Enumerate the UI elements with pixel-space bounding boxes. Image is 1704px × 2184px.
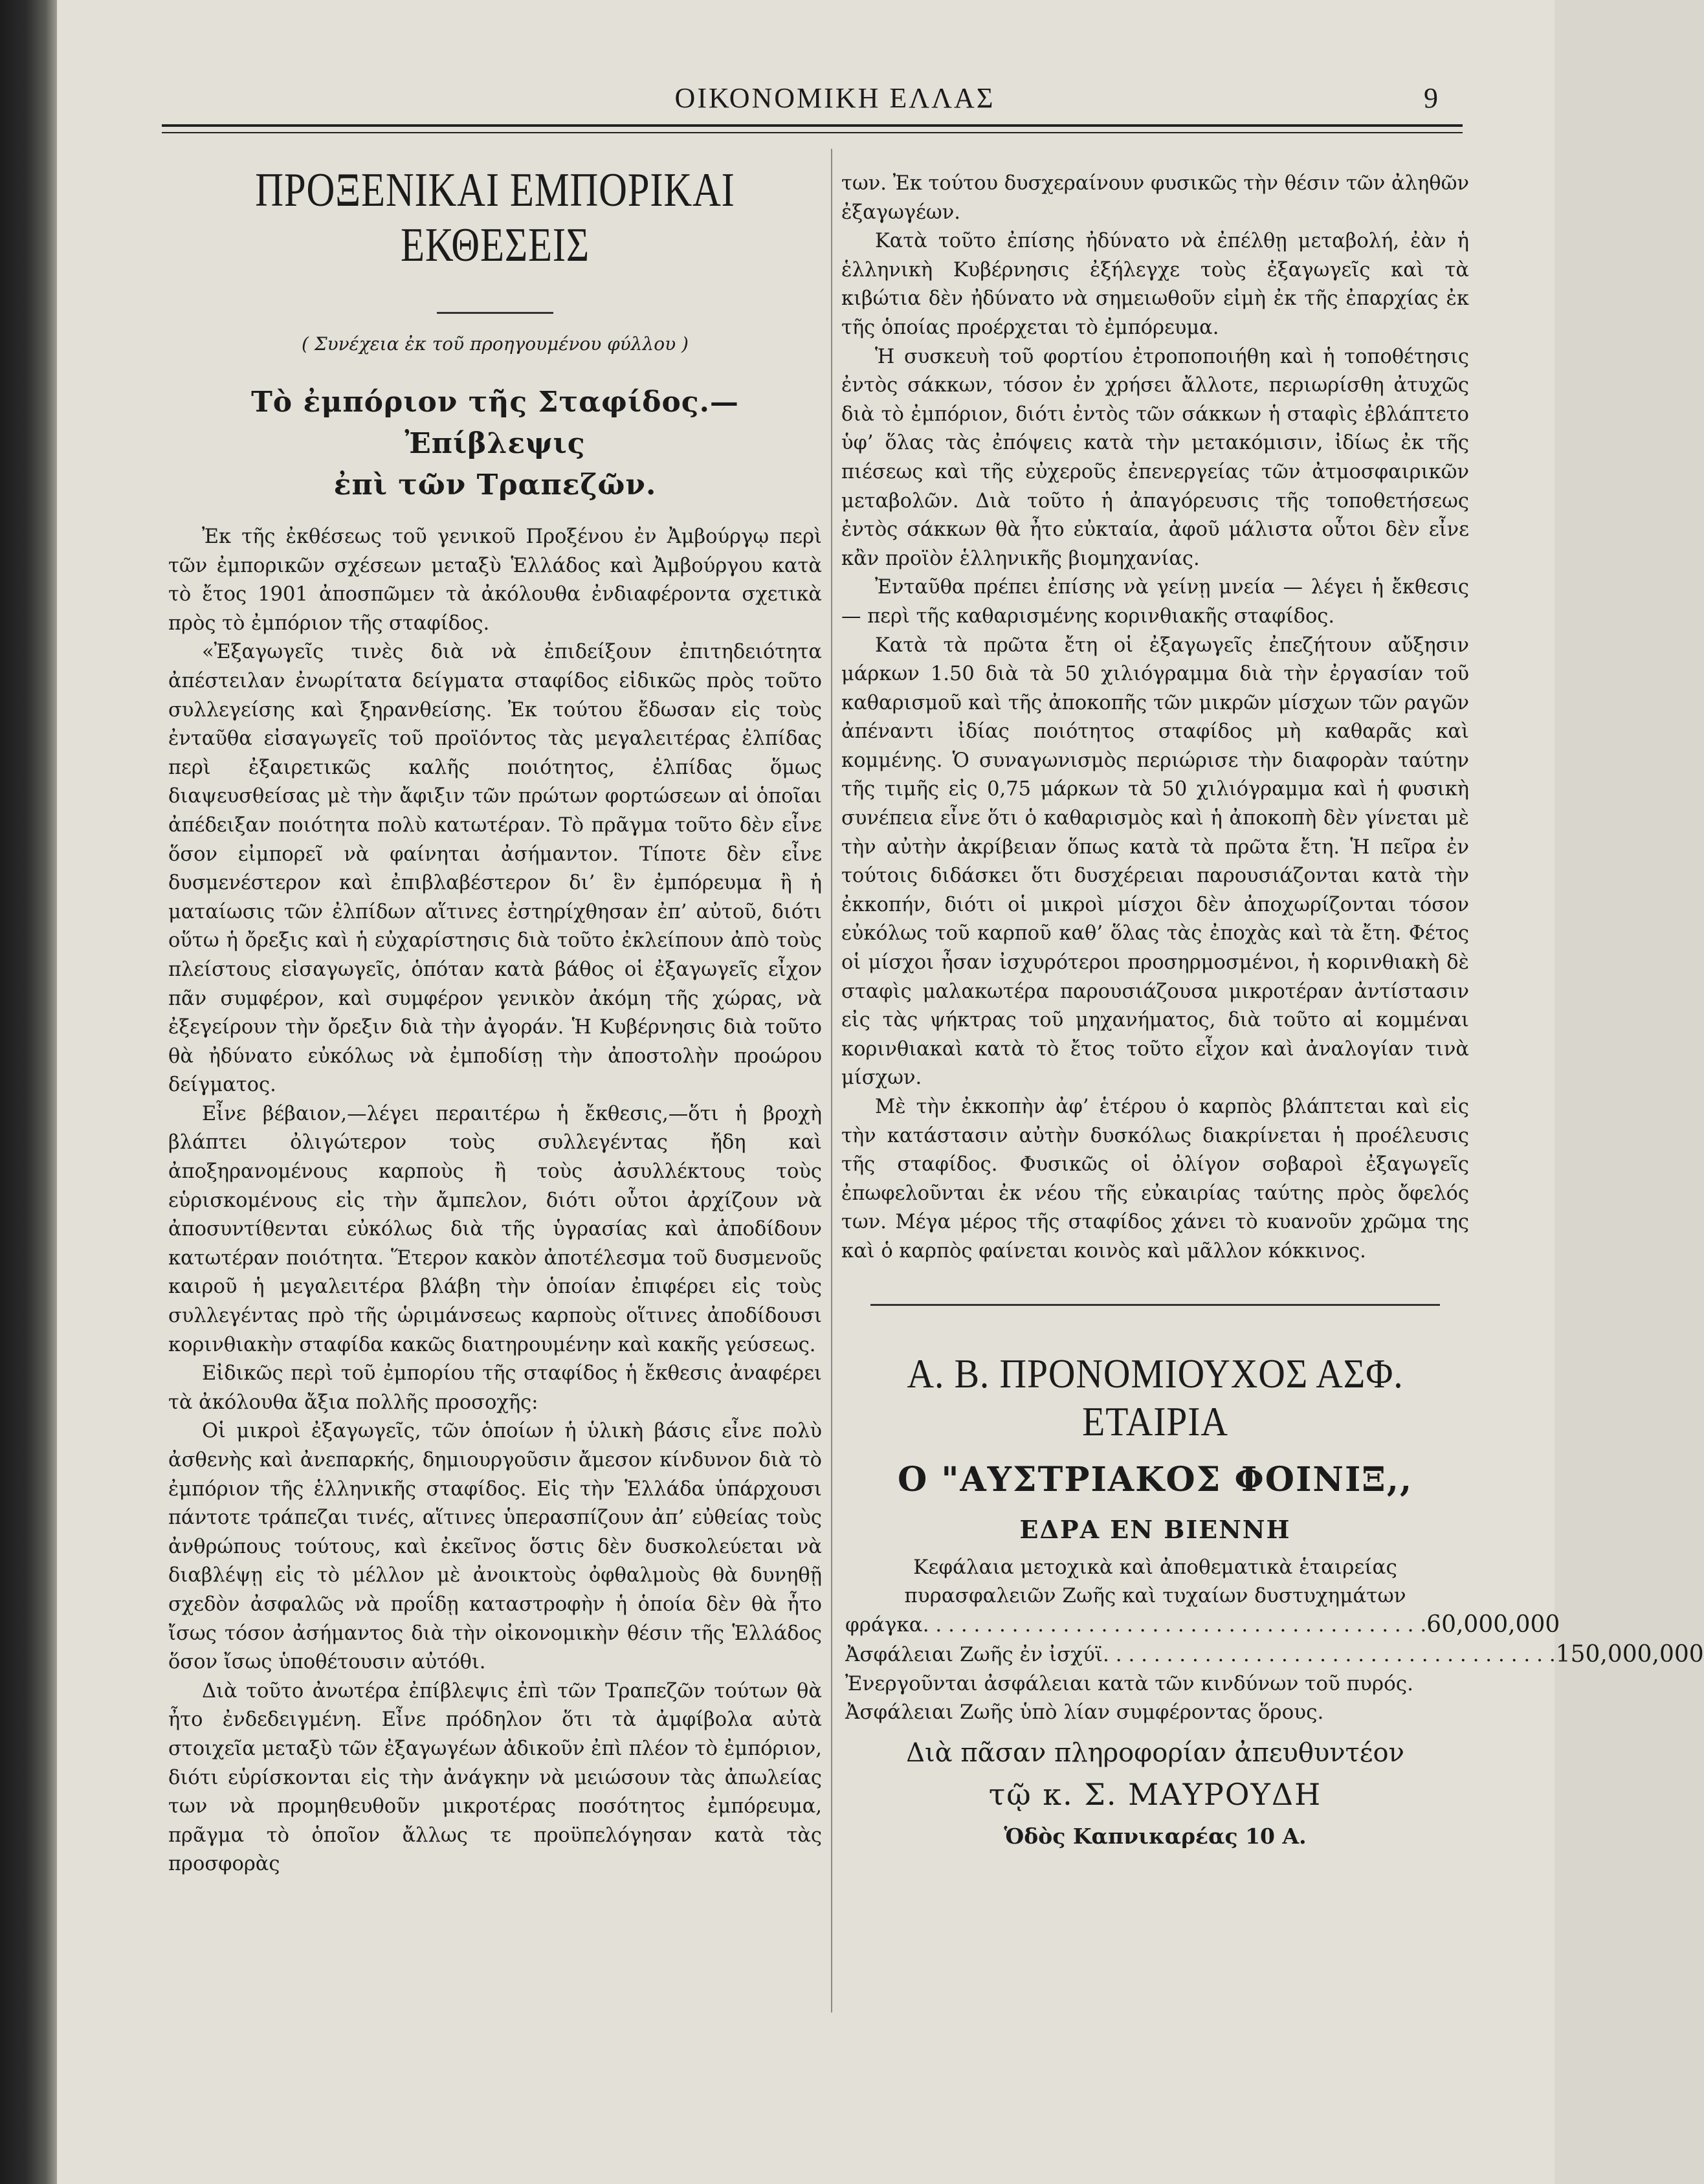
paragraph: Κατὰ τοῦτο ἐπίσης ἠδύνατο νὰ ἐπέλθῃ μεταβολή, ἐὰν ἡ ἑλληνικὴ Κυβέρνησις ἐξήλεγχε τοὺς ἐξαγωγεῖς καὶ τὰ κιβώτια δὲν ἠδύνατο νὰ σημειωθοῦν εἰμὴ ἐκ τῆς ἐπαρχίας ἐκ τῆς ὁποίας προέρχεται τὸ ἐμπόρευμα. <box>841 230 1469 339</box>
continued-note: ( Συνέχεια ἐκ τοῦ προηγουμένου φύλλου ) <box>302 333 689 355</box>
paragraph: Εἰδικῶς περὶ τοῦ ἐμπορίου τῆς σταφίδος ἡ ἔκθεσις ἀναφέρει τὰ ἀκόλουθα ἄξια πολλῆς προσοχῆς: <box>168 1362 822 1414</box>
paragraph: Ἐκ τῆς ἐκθέσεως τοῦ γενικοῦ Προξένου ἐν Ἀμβούργῳ περὶ τῶν ἐμπορικῶν σχέσεων μεταξὺ Ἑλλάδος καὶ Ἀμβούργου κατὰ τὸ ἔτος 1901 ἀποσπῶμεν τὰ ἀκόλουθα ἐνδιαφέροντα σχετικὰ πρὸς τὸ ἐμπόριον τῆς σταφίδος. <box>168 525 822 635</box>
title-rule <box>437 312 553 314</box>
left-body <box>168 523 822 1879</box>
ad-capital-row <box>841 1610 1560 1640</box>
advertisement-rule <box>870 1304 1440 1306</box>
ad-capital-value: 60,000,000 <box>1426 1611 1560 1638</box>
ad-life-row <box>841 1640 1704 1670</box>
book-binding <box>0 0 57 2184</box>
paragraph: Διὰ τοῦτο ἀνωτέρα ἐπίβλεψις ἐπὶ τῶν Τραπεζῶν τούτων θὰ ἦτο ἐνδεδειγμένη. Εἶνε πρόδηλον ὅτι τὰ ἀμφίβολα αὐτὰ στοιχεῖα μεταξὺ τῶν ἐξαγωγέων ἀδικοῦν ἐπὶ πλέον τὸ ἐμπόριον, διότι εὑρίσκονται εἰς τὴν ἀνάγκην νὰ μειώσουν τὰς ἀπωλείας των νὰ προμηθευθοῦν μικροτέρας ποσότητος ἐμπόρευμα, πρᾶγμα τὸ ὁποῖον ἄλλως τε προϋπελόγησαν κατὰ τὰς προσφορὰς <box>168 1679 822 1876</box>
article-title: ΠΡΟΞΕΝΙΚΑΙ ΕΜΠΟΡΙΚΑΙ ΕΚΘΕΣΕΙΣ <box>255 164 735 272</box>
header-rule-thin <box>162 132 1463 133</box>
paragraph: Εἶνε βέβαιον,—λέγει περαιτέρω ἡ ἔκθεσις,—ὅτι ἡ βροχὴ βλάπτει ὀλιγώτερον τοὺς συλλεγέντας ἤδη καὶ ἀποξηρανομένους καρποὺς ἢ τοὺς ἀσυλλέκτους τοὺς εὑρισκομένους εἰς τὴν ἄμπελον, διότι οὗτοι ἀρχίζουν νὰ ἀποσυντίθενται εὐκόλως διὰ τῆς ὑγρασίας καὶ ἀποδίδουν κατωτέραν ποιότητα. Ἕτερον κακὸν ἀποτέλεσμα τοῦ δυσμενοῦς καιροῦ ἡ μεγαλειτέρα βλάβη τὴν ὁποίαν ἐπιφέρει εἰς τοὺς συλλεγέντας πρὸ τῆς ὡριμάνσεως καρποὺς οἵτινες ἀποδίδουσι κορινθιακὴν σταφίδα κακῶς διατηρουμένην καὶ κακῆς γεύσεως. <box>168 1102 822 1356</box>
right-column <box>841 150 1704 2163</box>
ad-life-label: Ἀσφάλειαι Ζωῆς ἐν ἰσχύϊ <box>845 1642 1103 1666</box>
ad-capital-description: Κεφάλαια μετοχικὰ καὶ ἀποθεματικὰ ἑταιρείας πυρασφαλειῶν Ζωῆς καὶ τυχαίων δυστυχημάτων <box>904 1555 1406 1607</box>
ad-life-line: Ἀσφάλειαι Ζωῆς ὑπὸ λίαν συμφέροντας ὅρους. <box>845 1700 1324 1724</box>
left-column <box>168 150 822 2163</box>
running-header-title: ΟΙΚΟΝΟΜΙΚΗ ΕΛΛΑΣ <box>674 82 995 114</box>
paragraph: Μὲ τὴν ἐκκοπὴν ἀφ’ ἑτέρου ὁ καρπὸς βλάπτεται καὶ εἰς τὴν κατάστασιν αὐτὴν δυσκόλως διακρίνεται ἡ προέλευσις τῆς σταφίδος. Φυσικῶς οἱ ὀλίγον σοβαροὶ ἐξαγωγεῖς ἐπωφελοῦνται ἐκ νέου τῆς εὐκαιρίας ταύτης πρὸς ὄφελός των. Μέγα μέρος τῆς σταφίδος χάνει τὸ κυανοῦν χρῶμα της καὶ ὁ καρπὸς φαίνεται κοινὸς καὶ μᾶλλον κόκκινος. <box>841 1096 1469 1263</box>
ad-fire-line: Ἐνεργοῦνται ἀσφάλειαι κατὰ τῶν κινδύνων τοῦ πυρός. <box>845 1671 1414 1695</box>
paragraph: «Ἐξαγωγεῖς τινὲς διὰ νὰ ἐπιδείξουν ἐπιτηδειότητα ἀπέστειλαν ἐνωρίτατα δείγματα σταφίδος εἰδικῶς πρὸς τοῦτο συλλεγείσης καὶ ξηρανθείσης. Ἐκ τούτου ἔδωσαν εἰς τοὺς ἐνταῦθα εἰσαγωγεῖς τοῦ προϊόντος τὰς μεγαλειτέρας ἐλπίδας περὶ ἐξαιρετικῶς καλῆς ποιότητος, ἐλπίδας ὅμως διαψευσθείσας μὲ τὴν ἄφιξιν τῶν πρώτων φορτώσεων αἱ ὁποῖαι ἀπέδειξαν ποιότητα πολὺ κατωτέραν. Τὸ πρᾶγμα τοῦτο δὲν εἶνε ὅσον εἰμπορεῖ νὰ φαίνηται ἀσήμαντον. Τίποτε δὲν εἶνε δυσμενέστερον καὶ ἐπιβλαβέστερον δι’ ἓν ἐμπόρευμα ἢ ἡ ματαίωσις τῶν ἐλπίδων αἵτινες ἐστηρίχθησαν ἐπ’ αὐτοῦ, διότι οὕτω ἡ ὄρεξις καὶ ἡ εὐχαρίστησις διὰ τοῦτο ἐκλείπουν ἀπὸ τοὺς πλείστους εἰσαγωγεῖς, ὁπόταν κατὰ βάθος οἱ ἐξαγωγεῖς εἶχον πᾶν συμφέρον, καὶ συμφέρον γενικὸν ἀκόμη τῆς χώρας, νὰ ἐξεγείρουν τὴν ὄρεξιν διὰ τὴν ἀγοράν. Ἡ Κυβέρνησις διὰ τοῦτο θὰ ἠδύνατο εὐκόλως νὰ ἐμποδίσῃ τὴν ἀποστολὴν προώρου δείγματος. <box>168 641 822 1097</box>
paragraph: Κατὰ τὰ πρῶτα ἔτη οἱ ἐξαγωγεῖς ἐπεζήτουν αὔξησιν μάρκων 1.50 διὰ τὰ 50 χιλιόγραμμα διὰ τὴν ἐργασίαν τοῦ καθαρισμοῦ καὶ τῆς ἀποκοπῆς τῶν μικρῶν μίσχων τῶν ραγῶν ἀπέναντι ἰδίας ποιότητος σταφίδος μὴ καθαρᾶς καὶ κομμένης. Ὁ συναγωνισμὸς περιώρισε τὴν διαφορὰν ταύτην τῆς τιμῆς εἰς 0,75 μάρκων τὰ 50 χιλιόγραμμα καὶ ἡ φυσικὴ συνέπεια εἶνε ὅτι ὁ καθαρισμὸς καὶ ἡ ἀποκοπὴ δὲν γίνεται μὲ τὴν αὐτὴν ἀκρίβειαν ὅπως κατὰ τὰ πρῶτα ἔτη. Ἡ πεῖρα ἐν τούτοις διδάσκει ὅτι δυσχέρειαι παρουσιάζονται κατὰ τὴν ἐκκοπήν, διότι οἱ μικροὶ μίσχοι δὲν ἀποχωρίζονται τόσον εὐκόλως τοῦ καρποῦ καθ’ ὅλας τὰς ἐποχὰς καὶ τὰ ἔτη. Φέτος οἱ μίσχοι ἦσαν ἰσχυρότεροι προσηρμοσμένοι, ἡ κορινθιακὴ δὲ σταφὶς μαλακωτέρα παρουσιάζουσα μικροτέραν ἀντίστασιν εἰς τὰς ψήκτρας τοῦ μηχανήματος, διὰ τοῦτο αἱ κομμέναι κορινθιακαὶ κατὰ τὸ ἔτος τοῦτο εἶχον καὶ ἀναλογίαν τινὰ μίσχων. <box>841 634 1469 1090</box>
subtitle-line-1: Τὸ ἐμπόριον τῆς Σταφίδος.—Ἐπίβλεψις <box>251 386 739 460</box>
page-number: 9 <box>1424 82 1438 114</box>
ad-seat: ΕΔΡΑ ΕΝ ΒΙΕΝΝΗ <box>1019 1514 1291 1544</box>
paragraph: Οἱ μικροὶ ἐξαγωγεῖς, τῶν ὁποίων ἡ ὑλικὴ βάσις εἶνε πολὺ ἀσθενὴς καὶ ἀνεπαρκής, δημιουργοῦσιν ἄμεσον κίνδυνον διὰ τὸ ἐμπόριον τῆς ἑλληνικῆς σταφίδος. Εἰς τὴν Ἑλλάδα ὑπάρχουσι πάντοτε τράπεζαι τινές, αἵτινες ὑπερασπίζουν ἀπ’ εὐθείας τοὺς ἀνθρώπους τούτους, καὶ ἐκεῖνος ὅστις δὲν δυσκολεύεται νὰ διαβλέψῃ εἰς τὸ μέλλον μὲ ἀνοικτοὺς ὀφθαλμοὺς θὰ δυνηθῇ σχεδὸν ἀσφαλῶς νὰ προΐδῃ καταστροφὴν ἡ ὁποία δὲν θὰ ἦτο ἴσως τόσον ἀσήμαντος διὰ τὴν οἰκονομικὴν θέσιν τῆς Ἑλλάδος ὅσον ἴσως ὑποθέτουσιν αὐτόθι. <box>168 1420 822 1674</box>
subtitle-line-2: ἐπὶ τῶν Τραπεζῶν. <box>333 469 657 502</box>
ad-capital-label: φράγκα <box>845 1613 923 1637</box>
ad-company-name: Ο "ΑΥΣΤΡΙΑΚΟΣ ΦΟΙΝΙΞ,, <box>897 1459 1413 1499</box>
leader-dots: . . . . . . . . . . . . . . . . . . . . . . . . . . . . . . . . . . . . <box>1103 1642 1556 1666</box>
header-rule <box>162 124 1463 127</box>
ad-contact: Διὰ πᾶσαν πληροφορίαν ἀπευθυντέον <box>906 1737 1404 1768</box>
ad-address: Ὁδὸς Καπνικαρέας 10 Α. <box>1004 1823 1307 1849</box>
paragraph: των. Ἐκ τούτου δυσχεραίνουν φυσικῶς τὴν θέσιν τῶν ἀληθῶν ἐξαγωγέων. <box>841 172 1469 224</box>
ad-company: Α. Β. ΠΡΟΝΟΜΙΟΥΧΟΣ ΑΣΦ. ΕΤΑΙΡΙΑ <box>907 1350 1404 1444</box>
ad-life-value: 150,000,000 <box>1555 1640 1704 1668</box>
paragraph: Ἐνταῦθα πρέπει ἐπίσης νὰ γείνῃ μνεία — λέγει ἡ ἔκθεσις — περὶ τῆς καθαρισμένης κορινθιακῆς σταφίδος. <box>841 576 1469 628</box>
right-body <box>841 170 1469 1266</box>
ad-agent: τῷ κ. Σ. ΜΑΥΡΟΥΔΗ <box>988 1776 1322 1812</box>
article-subtitle <box>168 382 822 506</box>
paragraph: Ἡ συσκευὴ τοῦ φορτίου ἐτροποποιήθη καὶ ἡ τοποθέτησις ἐντὸς σάκκων, τόσον ἐν χρήσει ἄλλοτε, περιωρίσθη ἀτυχῶς διὰ τὸ ἐμπόριον, διότι ἐντὸς τῶν σάκκων ἡ σταφὶς ἐβλάπτετο ὑφ’ ὅλας τὰς ἐπόψεις κατὰ τὴν μετακόμισιν, ἰδίως ἐκ τῆς πιέσεως καὶ τῆς εὐχεροῦς ἐπενεργείας τῶν ἀτμοσφαιρικῶν μεταβολῶν. Διὰ τοῦτο ἡ ἀπαγόρευσις τῆς τοποθετήσεως ἐντὸς σάκκων θὰ ἦτο εὐκταία, ἀφοῦ μάλιστα οὗτοι δὲν εἶνε κἂν προϊὸν ἑλληνικῆς βιομηχανίας. <box>841 345 1469 570</box>
column-divider <box>831 149 832 2013</box>
insurance-advertisement <box>841 1350 1704 1849</box>
leader-dots: . . . . . . . . . . . . . . . . . . . . . . . . . . . . . . . . . . . . . . . . <box>922 1613 1427 1637</box>
